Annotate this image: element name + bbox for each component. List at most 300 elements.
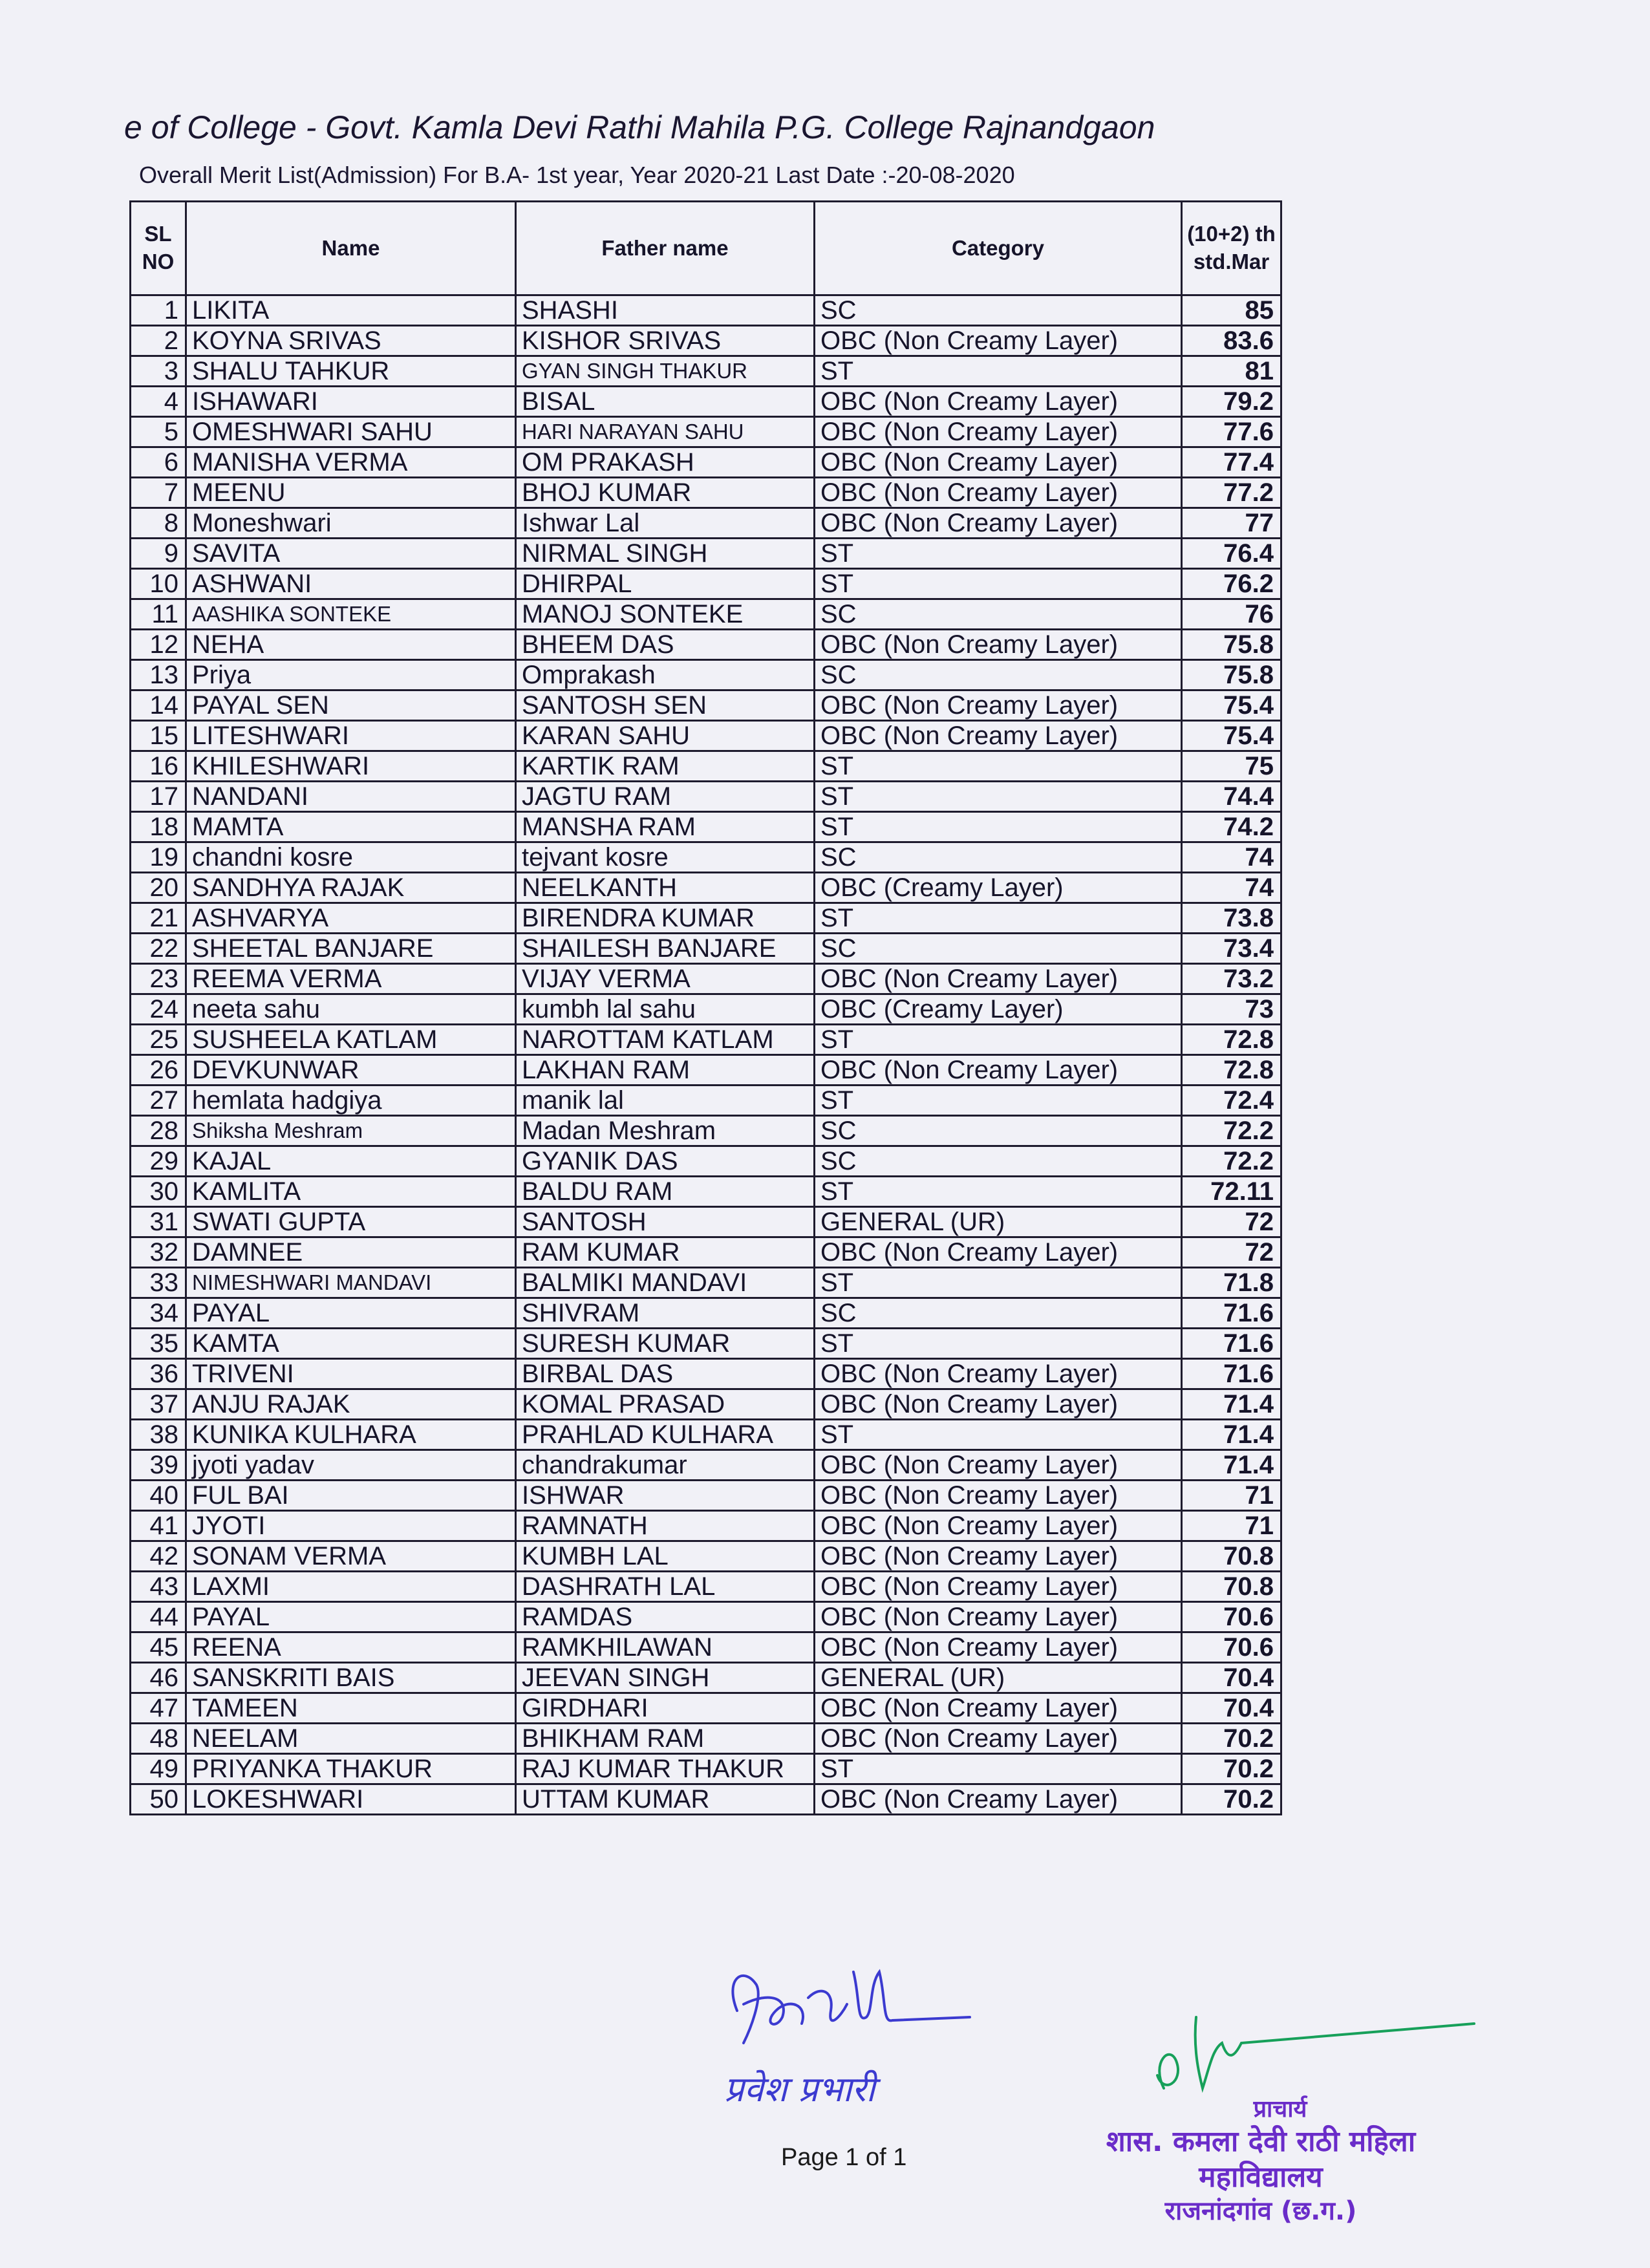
table-row bbox=[131, 1359, 1281, 1389]
table-row bbox=[131, 326, 1281, 356]
table-header-row bbox=[131, 202, 1281, 295]
table-row bbox=[131, 812, 1281, 842]
table-row bbox=[131, 782, 1281, 812]
cell-sl: 35 bbox=[131, 1329, 186, 1359]
cell-category: SC bbox=[815, 660, 1182, 690]
cell-category: OBC (Non Creamy Layer) bbox=[815, 1784, 1182, 1815]
cell-marks: 73.2 bbox=[1182, 964, 1281, 994]
cell-father: SHIVRAM bbox=[516, 1298, 815, 1329]
cell-marks: 75.8 bbox=[1182, 630, 1281, 660]
cell-category: OBC (Non Creamy Layer) bbox=[815, 1632, 1182, 1663]
cell-marks: 77.6 bbox=[1182, 417, 1281, 447]
cell-name: REENA bbox=[186, 1632, 516, 1663]
cell-marks: 71.8 bbox=[1182, 1268, 1281, 1298]
cell-father: LAKHAN RAM bbox=[516, 1055, 815, 1086]
cell-category: OBC (Non Creamy Layer) bbox=[815, 630, 1182, 660]
cell-category: ST bbox=[815, 1086, 1182, 1116]
cell-category: OBC (Non Creamy Layer) bbox=[815, 1541, 1182, 1572]
cell-sl: 27 bbox=[131, 1086, 186, 1116]
cell-marks: 73.4 bbox=[1182, 934, 1281, 964]
cell-marks: 77.2 bbox=[1182, 478, 1281, 508]
cell-name: REEMA VERMA bbox=[186, 964, 516, 994]
cell-father: RAMDAS bbox=[516, 1602, 815, 1632]
cell-category: ST bbox=[815, 782, 1182, 812]
table-row bbox=[131, 569, 1281, 599]
cell-name: FUL BAI bbox=[186, 1481, 516, 1511]
cell-name: PAYAL bbox=[186, 1298, 516, 1329]
cell-father: KUMBH LAL bbox=[516, 1541, 815, 1572]
cell-name: OMESHWARI SAHU bbox=[186, 417, 516, 447]
cell-category: ST bbox=[815, 356, 1182, 387]
cell-name: SHALU TAHKUR bbox=[186, 356, 516, 387]
cell-marks: 74 bbox=[1182, 842, 1281, 873]
cell-sl: 48 bbox=[131, 1724, 186, 1754]
cell-category: SC bbox=[815, 1298, 1182, 1329]
cell-marks: 73.8 bbox=[1182, 903, 1281, 934]
cell-category: OBC (Non Creamy Layer) bbox=[815, 690, 1182, 721]
cell-father: JAGTU RAM bbox=[516, 782, 815, 812]
cell-category: ST bbox=[815, 539, 1182, 569]
merit-table-body bbox=[131, 295, 1281, 1815]
cell-father: NIRMAL SINGH bbox=[516, 539, 815, 569]
cell-father: DASHRATH LAL bbox=[516, 1572, 815, 1602]
cell-marks: 77 bbox=[1182, 508, 1281, 539]
cell-name: ANJU RAJAK bbox=[186, 1389, 516, 1420]
cell-marks: 74 bbox=[1182, 873, 1281, 903]
cell-father: BIRBAL DAS bbox=[516, 1359, 815, 1389]
cell-name: SAVITA bbox=[186, 539, 516, 569]
cell-sl: 30 bbox=[131, 1177, 186, 1207]
table-row bbox=[131, 1177, 1281, 1207]
cell-sl: 21 bbox=[131, 903, 186, 934]
table-row bbox=[131, 873, 1281, 903]
cell-sl: 41 bbox=[131, 1511, 186, 1541]
cell-marks: 73 bbox=[1182, 994, 1281, 1025]
cell-sl: 24 bbox=[131, 994, 186, 1025]
cell-category: SC bbox=[815, 599, 1182, 630]
table-row bbox=[131, 295, 1281, 326]
cell-name: chandni kosre bbox=[186, 842, 516, 873]
cell-category: OBC (Non Creamy Layer) bbox=[815, 1724, 1182, 1754]
cell-sl: 50 bbox=[131, 1784, 186, 1815]
table-row bbox=[131, 1055, 1281, 1086]
cell-category: OBC (Non Creamy Layer) bbox=[815, 447, 1182, 478]
cell-marks: 72.11 bbox=[1182, 1177, 1281, 1207]
cell-name: PRIYANKA THAKUR bbox=[186, 1754, 516, 1784]
cell-marks: 79.2 bbox=[1182, 387, 1281, 417]
cell-marks: 83.6 bbox=[1182, 326, 1281, 356]
cell-category: ST bbox=[815, 1177, 1182, 1207]
table-row bbox=[131, 903, 1281, 934]
cell-category: ST bbox=[815, 569, 1182, 599]
cell-father: kumbh lal sahu bbox=[516, 994, 815, 1025]
cell-father: GIRDHARI bbox=[516, 1693, 815, 1724]
cell-marks: 74.4 bbox=[1182, 782, 1281, 812]
cell-name: LIKITA bbox=[186, 295, 516, 326]
cell-father: BALDU RAM bbox=[516, 1177, 815, 1207]
cell-sl: 43 bbox=[131, 1572, 186, 1602]
cell-category: OBC (Non Creamy Layer) bbox=[815, 1511, 1182, 1541]
cell-category: OBC (Creamy Layer) bbox=[815, 994, 1182, 1025]
cell-sl: 47 bbox=[131, 1693, 186, 1724]
table-row bbox=[131, 1086, 1281, 1116]
admission-incharge-signature bbox=[698, 1959, 996, 2127]
table-row bbox=[131, 1420, 1281, 1450]
cell-sl: 20 bbox=[131, 873, 186, 903]
table-row bbox=[131, 1572, 1281, 1602]
cell-marks: 72.8 bbox=[1182, 1055, 1281, 1086]
cell-name: AASHIKA SONTEKE bbox=[186, 599, 516, 630]
cell-category: OBC (Creamy Layer) bbox=[815, 873, 1182, 903]
cell-sl: 45 bbox=[131, 1632, 186, 1663]
cell-name: SHEETAL BANJARE bbox=[186, 934, 516, 964]
cell-sl: 10 bbox=[131, 569, 186, 599]
cell-marks: 71.6 bbox=[1182, 1359, 1281, 1389]
cell-marks: 75 bbox=[1182, 751, 1281, 782]
table-row bbox=[131, 508, 1281, 539]
cell-marks: 71 bbox=[1182, 1481, 1281, 1511]
cell-sl: 3 bbox=[131, 356, 186, 387]
cell-name: ISHAWARI bbox=[186, 387, 516, 417]
cell-father: Ishwar Lal bbox=[516, 508, 815, 539]
cell-sl: 37 bbox=[131, 1389, 186, 1420]
table-row bbox=[131, 1481, 1281, 1511]
cell-marks: 71.6 bbox=[1182, 1298, 1281, 1329]
cell-father: BIRENDRA KUMAR bbox=[516, 903, 815, 934]
cell-sl: 33 bbox=[131, 1268, 186, 1298]
cell-father: RAM KUMAR bbox=[516, 1237, 815, 1268]
cell-marks: 70.2 bbox=[1182, 1784, 1281, 1815]
cell-marks: 71.4 bbox=[1182, 1420, 1281, 1450]
cell-category: ST bbox=[815, 1025, 1182, 1055]
cell-name: TRIVENI bbox=[186, 1359, 516, 1389]
table-row bbox=[131, 1146, 1281, 1177]
table-row bbox=[131, 387, 1281, 417]
cell-sl: 32 bbox=[131, 1237, 186, 1268]
cell-father: ISHWAR bbox=[516, 1481, 815, 1511]
cell-marks: 76.4 bbox=[1182, 539, 1281, 569]
cell-sl: 25 bbox=[131, 1025, 186, 1055]
seal-designation: प्राचार्य bbox=[1253, 2096, 1307, 2123]
column-header-name: Name bbox=[186, 202, 516, 295]
cell-father: Omprakash bbox=[516, 660, 815, 690]
cell-sl: 42 bbox=[131, 1541, 186, 1572]
cell-father: KARAN SAHU bbox=[516, 721, 815, 751]
table-row bbox=[131, 1237, 1281, 1268]
cell-marks: 70.2 bbox=[1182, 1754, 1281, 1784]
cell-name: MAMTA bbox=[186, 812, 516, 842]
cell-sl: 29 bbox=[131, 1146, 186, 1177]
cell-category: ST bbox=[815, 1329, 1182, 1359]
cell-category: OBC (Non Creamy Layer) bbox=[815, 508, 1182, 539]
cell-category: OBC (Non Creamy Layer) bbox=[815, 417, 1182, 447]
cell-sl: 44 bbox=[131, 1602, 186, 1632]
cell-category: ST bbox=[815, 812, 1182, 842]
cell-father: GYAN SINGH THAKUR bbox=[516, 356, 815, 387]
cell-name: TAMEEN bbox=[186, 1693, 516, 1724]
cell-name: LAXMI bbox=[186, 1572, 516, 1602]
cell-father: BHIKHAM RAM bbox=[516, 1724, 815, 1754]
table-row bbox=[131, 417, 1281, 447]
cell-category: OBC (Non Creamy Layer) bbox=[815, 964, 1182, 994]
cell-category: SC bbox=[815, 842, 1182, 873]
cell-category: ST bbox=[815, 1420, 1182, 1450]
cell-name: SUSHEELA KATLAM bbox=[186, 1025, 516, 1055]
cell-category: SC bbox=[815, 1116, 1182, 1146]
cell-father: KOMAL PRASAD bbox=[516, 1389, 815, 1420]
cell-sl: 31 bbox=[131, 1207, 186, 1237]
cell-name: KAMTA bbox=[186, 1329, 516, 1359]
cell-father: SURESH KUMAR bbox=[516, 1329, 815, 1359]
cell-name: hemlata hadgiya bbox=[186, 1086, 516, 1116]
cell-name: DEVKUNWAR bbox=[186, 1055, 516, 1086]
cell-father: MANSHA RAM bbox=[516, 812, 815, 842]
cell-category: OBC (Non Creamy Layer) bbox=[815, 1572, 1182, 1602]
table-row bbox=[131, 1207, 1281, 1237]
cell-sl: 9 bbox=[131, 539, 186, 569]
cell-category: OBC (Non Creamy Layer) bbox=[815, 1602, 1182, 1632]
cell-category: OBC (Non Creamy Layer) bbox=[815, 721, 1182, 751]
table-row bbox=[131, 1329, 1281, 1359]
cell-name: NANDANI bbox=[186, 782, 516, 812]
cell-category: OBC (Non Creamy Layer) bbox=[815, 1450, 1182, 1481]
table-row bbox=[131, 539, 1281, 569]
cell-father: tejvant kosre bbox=[516, 842, 815, 873]
cell-sl: 28 bbox=[131, 1116, 186, 1146]
cell-marks: 76 bbox=[1182, 599, 1281, 630]
cell-sl: 17 bbox=[131, 782, 186, 812]
cell-marks: 70.2 bbox=[1182, 1724, 1281, 1754]
table-row bbox=[131, 1511, 1281, 1541]
table-row bbox=[131, 751, 1281, 782]
cell-sl: 5 bbox=[131, 417, 186, 447]
cell-sl: 1 bbox=[131, 295, 186, 326]
cell-name: ASHWANI bbox=[186, 569, 516, 599]
table-row bbox=[131, 1541, 1281, 1572]
cell-name: SANDHYA RAJAK bbox=[186, 873, 516, 903]
table-row bbox=[131, 1693, 1281, 1724]
cell-father: GYANIK DAS bbox=[516, 1146, 815, 1177]
cell-marks: 81 bbox=[1182, 356, 1281, 387]
cell-category: SC bbox=[815, 295, 1182, 326]
cell-name: JYOTI bbox=[186, 1511, 516, 1541]
cell-category: GENERAL (UR) bbox=[815, 1207, 1182, 1237]
cell-name: SONAM VERMA bbox=[186, 1541, 516, 1572]
cell-category: OBC (Non Creamy Layer) bbox=[815, 387, 1182, 417]
cell-sl: 7 bbox=[131, 478, 186, 508]
cell-sl: 6 bbox=[131, 447, 186, 478]
principal-signature bbox=[1138, 2004, 1500, 2108]
cell-marks: 72 bbox=[1182, 1207, 1281, 1237]
table-row bbox=[131, 934, 1281, 964]
column-header-marks: (10+2) th std.Mar bbox=[1182, 202, 1281, 295]
cell-name: NIMESHWARI MANDAVI bbox=[186, 1268, 516, 1298]
cell-sl: 39 bbox=[131, 1450, 186, 1481]
cell-category: OBC (Non Creamy Layer) bbox=[815, 326, 1182, 356]
cell-father: RAMNATH bbox=[516, 1511, 815, 1541]
cell-category: OBC (Non Creamy Layer) bbox=[815, 1237, 1182, 1268]
cell-father: manik lal bbox=[516, 1086, 815, 1116]
cell-sl: 14 bbox=[131, 690, 186, 721]
table-row bbox=[131, 1724, 1281, 1754]
cell-marks: 75.4 bbox=[1182, 721, 1281, 751]
cell-marks: 76.2 bbox=[1182, 569, 1281, 599]
seal-college-name: शास. कमला देवी राठी महिला महाविद्यालय bbox=[1106, 2125, 1416, 2194]
cell-marks: 75.8 bbox=[1182, 660, 1281, 690]
cell-name: KAJAL bbox=[186, 1146, 516, 1177]
cell-category: ST bbox=[815, 1754, 1182, 1784]
cell-father: RAJ KUMAR THAKUR bbox=[516, 1754, 815, 1784]
cell-category: OBC (Non Creamy Layer) bbox=[815, 478, 1182, 508]
cell-marks: 71 bbox=[1182, 1511, 1281, 1541]
cell-category: OBC (Non Creamy Layer) bbox=[815, 1481, 1182, 1511]
merit-table bbox=[129, 200, 1282, 1815]
cell-name: ASHVARYA bbox=[186, 903, 516, 934]
table-row bbox=[131, 964, 1281, 994]
cell-father: RAMKHILAWAN bbox=[516, 1632, 815, 1663]
table-row bbox=[131, 1450, 1281, 1481]
merit-list-subtitle: Overall Merit List(Admission) For B.A- 1st year, Year 2020-21 Last Date :-20-08-2020 bbox=[139, 162, 1015, 188]
cell-category: OBC (Non Creamy Layer) bbox=[815, 1055, 1182, 1086]
table-row bbox=[131, 1754, 1281, 1784]
cell-sl: 26 bbox=[131, 1055, 186, 1086]
cell-marks: 72.4 bbox=[1182, 1086, 1281, 1116]
cell-sl: 40 bbox=[131, 1481, 186, 1511]
table-row bbox=[131, 356, 1281, 387]
cell-name: KOYNA SRIVAS bbox=[186, 326, 516, 356]
cell-marks: 72.8 bbox=[1182, 1025, 1281, 1055]
cell-marks: 72 bbox=[1182, 1237, 1281, 1268]
cell-name: Priya bbox=[186, 660, 516, 690]
cell-category: ST bbox=[815, 1268, 1182, 1298]
cell-father: SANTOSH SEN bbox=[516, 690, 815, 721]
cell-marks: 75.4 bbox=[1182, 690, 1281, 721]
cell-category: OBC (Non Creamy Layer) bbox=[815, 1693, 1182, 1724]
cell-category: ST bbox=[815, 903, 1182, 934]
cell-category: ST bbox=[815, 751, 1182, 782]
cell-father: UTTAM KUMAR bbox=[516, 1784, 815, 1815]
cell-name: KHILESHWARI bbox=[186, 751, 516, 782]
cell-father: JEEVAN SINGH bbox=[516, 1663, 815, 1693]
table-row bbox=[131, 1025, 1281, 1055]
cell-father: HARI NARAYAN SAHU bbox=[516, 417, 815, 447]
cell-marks: 71.6 bbox=[1182, 1329, 1281, 1359]
table-row bbox=[131, 1784, 1281, 1815]
cell-name: SANSKRITI BAIS bbox=[186, 1663, 516, 1693]
cell-category: SC bbox=[815, 1146, 1182, 1177]
cell-father: BISAL bbox=[516, 387, 815, 417]
cell-father: BHEEM DAS bbox=[516, 630, 815, 660]
cell-sl: 34 bbox=[131, 1298, 186, 1329]
cell-father: VIJAY VERMA bbox=[516, 964, 815, 994]
cell-father: MANOJ SONTEKE bbox=[516, 599, 815, 630]
cell-name: jyoti yadav bbox=[186, 1450, 516, 1481]
table-row bbox=[131, 1268, 1281, 1298]
cell-marks: 70.8 bbox=[1182, 1541, 1281, 1572]
cell-name: Shiksha Meshram bbox=[186, 1116, 516, 1146]
table-row bbox=[131, 599, 1281, 630]
cell-sl: 19 bbox=[131, 842, 186, 873]
cell-father: BALMIKI MANDAVI bbox=[516, 1268, 815, 1298]
cell-sl: 12 bbox=[131, 630, 186, 660]
cell-marks: 72.2 bbox=[1182, 1146, 1281, 1177]
cell-sl: 46 bbox=[131, 1663, 186, 1693]
cell-sl: 38 bbox=[131, 1420, 186, 1450]
cell-father: SANTOSH bbox=[516, 1207, 815, 1237]
cell-marks: 74.2 bbox=[1182, 812, 1281, 842]
cell-father: NAROTTAM KATLAM bbox=[516, 1025, 815, 1055]
cell-marks: 70.8 bbox=[1182, 1572, 1281, 1602]
cell-father: KARTIK RAM bbox=[516, 751, 815, 782]
cell-category: OBC (Non Creamy Layer) bbox=[815, 1389, 1182, 1420]
page-number: Page 1 of 1 bbox=[781, 2144, 907, 2171]
cell-category: OBC (Non Creamy Layer) bbox=[815, 1359, 1182, 1389]
cell-marks: 85 bbox=[1182, 295, 1281, 326]
table-row bbox=[131, 994, 1281, 1025]
cell-name: SWATI GUPTA bbox=[186, 1207, 516, 1237]
table-row bbox=[131, 690, 1281, 721]
cell-name: PAYAL SEN bbox=[186, 690, 516, 721]
column-header-father: Father name bbox=[516, 202, 815, 295]
cell-name: neeta sahu bbox=[186, 994, 516, 1025]
cell-father: Madan Meshram bbox=[516, 1116, 815, 1146]
principal-seal bbox=[1060, 2095, 1461, 2227]
cell-sl: 11 bbox=[131, 599, 186, 630]
cell-father: BHOJ KUMAR bbox=[516, 478, 815, 508]
cell-sl: 16 bbox=[131, 751, 186, 782]
cell-name: NEHA bbox=[186, 630, 516, 660]
cell-name: KUNIKA KULHARA bbox=[186, 1420, 516, 1450]
cell-father: SHASHI bbox=[516, 295, 815, 326]
cell-sl: 49 bbox=[131, 1754, 186, 1784]
table-row bbox=[131, 447, 1281, 478]
cell-name: DAMNEE bbox=[186, 1237, 516, 1268]
cell-marks: 71.4 bbox=[1182, 1450, 1281, 1481]
cell-name: MANISHA VERMA bbox=[186, 447, 516, 478]
cell-marks: 72.2 bbox=[1182, 1116, 1281, 1146]
cell-sl: 36 bbox=[131, 1359, 186, 1389]
table-row bbox=[131, 1116, 1281, 1146]
cell-sl: 18 bbox=[131, 812, 186, 842]
cell-father: NEELKANTH bbox=[516, 873, 815, 903]
cell-category: GENERAL (UR) bbox=[815, 1663, 1182, 1693]
table-row bbox=[131, 1298, 1281, 1329]
cell-marks: 70.4 bbox=[1182, 1693, 1281, 1724]
seal-location: राजनांदगांव (छ.ग.) bbox=[1164, 2196, 1357, 2226]
cell-name: PAYAL bbox=[186, 1602, 516, 1632]
cell-marks: 70.4 bbox=[1182, 1663, 1281, 1693]
college-title: e of College - Govt. Kamla Devi Rathi Mahila P.G. College Rajnandgaon bbox=[124, 109, 1155, 145]
cell-name: LOKESHWARI bbox=[186, 1784, 516, 1815]
cell-name: MEENU bbox=[186, 478, 516, 508]
cell-sl: 2 bbox=[131, 326, 186, 356]
cell-marks: 70.6 bbox=[1182, 1602, 1281, 1632]
table-row bbox=[131, 1602, 1281, 1632]
column-header-category: Category bbox=[815, 202, 1182, 295]
cell-name: LITESHWARI bbox=[186, 721, 516, 751]
table-row bbox=[131, 1663, 1281, 1693]
cell-sl: 8 bbox=[131, 508, 186, 539]
cell-sl: 4 bbox=[131, 387, 186, 417]
cell-sl: 22 bbox=[131, 934, 186, 964]
cell-father: DHIRPAL bbox=[516, 569, 815, 599]
signature-caption: प्रवेश प्रभारी bbox=[724, 2069, 875, 2110]
cell-marks: 77.4 bbox=[1182, 447, 1281, 478]
table-row bbox=[131, 842, 1281, 873]
cell-name: Moneshwari bbox=[186, 508, 516, 539]
cell-category: SC bbox=[815, 934, 1182, 964]
cell-sl: 23 bbox=[131, 964, 186, 994]
